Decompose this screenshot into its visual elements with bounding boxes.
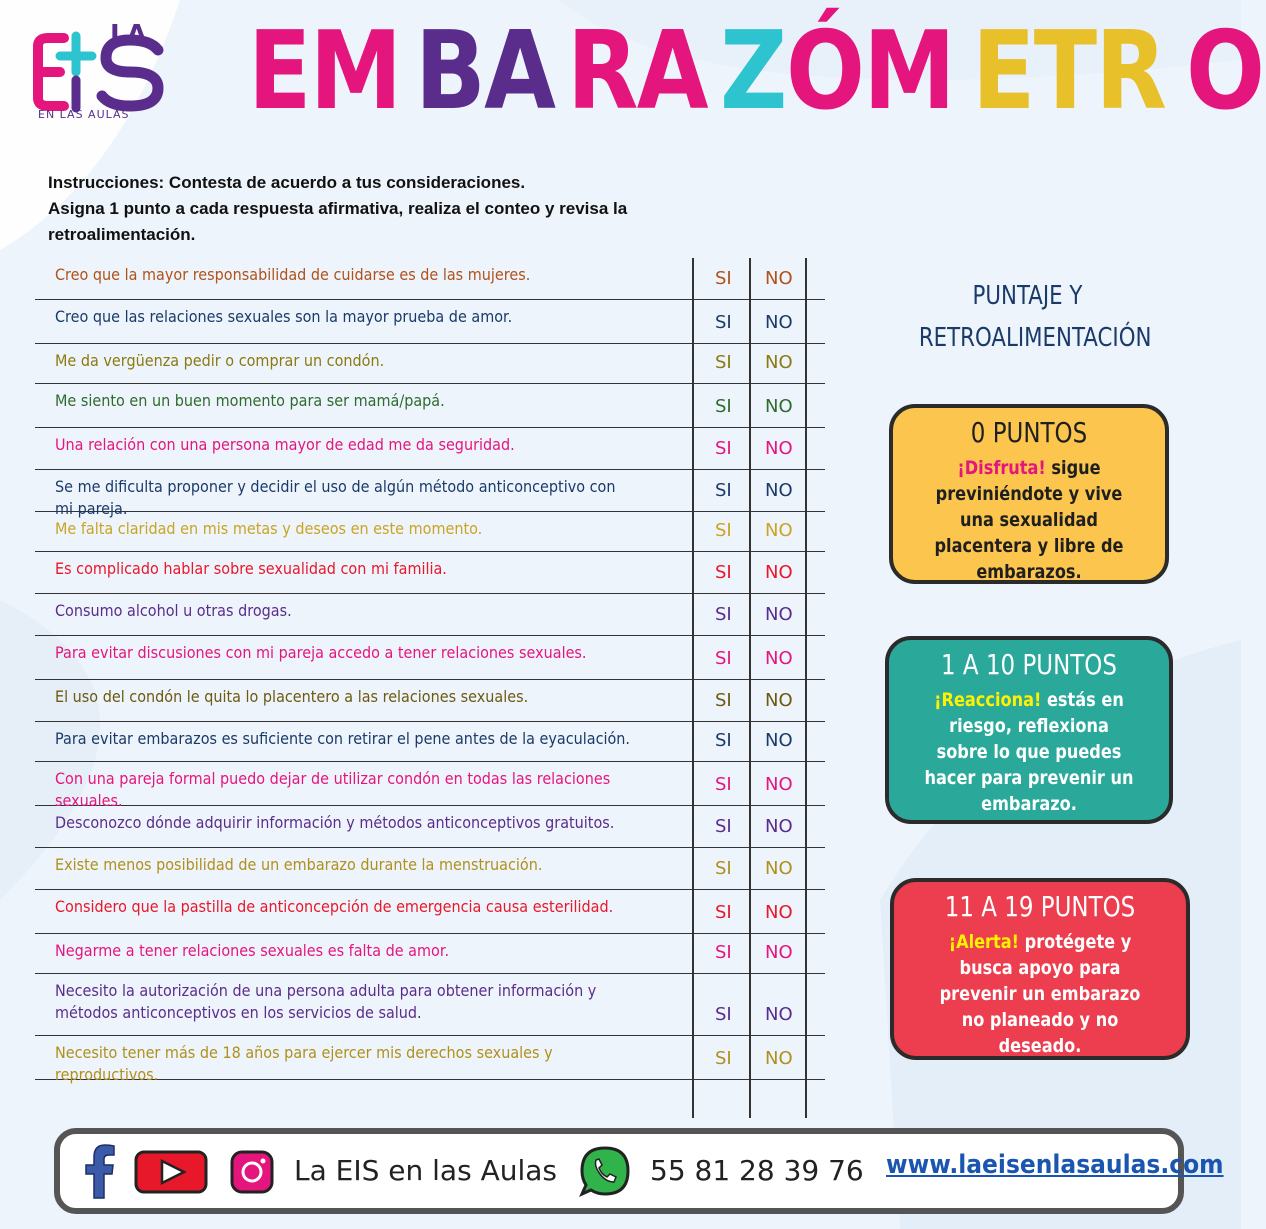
score-card-emphasis: ¡Alerta! [948,931,1020,953]
answer-si[interactable]: SI [715,604,732,625]
answer-no[interactable]: NO [765,480,793,501]
answer-no[interactable]: NO [765,604,793,625]
answer-no[interactable]: NO [765,942,793,963]
score-card-body [925,455,1132,585]
question-text: Me da vergüenza pedir o comprar un condón. [55,351,385,370]
website-link[interactable]: www.laeisenlasaulas.com [886,1150,1224,1180]
social-name: La EIS en las Aulas [294,1154,558,1187]
answer-no[interactable]: NO [765,562,793,583]
facebook-icon[interactable] [84,1144,116,1198]
answer-si[interactable]: SI [715,480,732,501]
question-row [35,806,825,848]
question-row [35,428,825,470]
answer-no[interactable]: NO [765,438,793,459]
eis-logo [30,20,175,128]
score-card-11-19 [890,878,1190,1060]
question-row [35,890,825,934]
answer-no[interactable]: NO [765,648,793,669]
answer-no[interactable]: NO [765,268,793,289]
question-text: Existe menos posibilidad de un embarazo durante la menstruación. [55,855,543,874]
score-card-body [928,929,1152,1059]
question-text: Para evitar discusiones con mi pareja accedo a tener relaciones sexuales. [55,643,587,662]
answer-no[interactable]: NO [765,352,793,373]
score-card-0 [889,404,1169,584]
instagram-icon[interactable] [230,1150,274,1194]
question-text: Negarme a tener relaciones sexuales es falta de amor. [55,941,450,960]
question-text: Necesito tener más de 18 años para ejercer mis derechos sexuales y reproductivos. [55,1043,553,1084]
question-text: Necesito la autorización de una persona adulta para obtener información y métodos anticonceptivos en los servicios de salud. [55,981,597,1022]
answer-si[interactable]: SI [715,1048,732,1069]
score-card-1-10 [885,636,1173,824]
score-title-line-2: RETROALIMENTACIÓN [918,323,1152,353]
question-text: Considero que la pastilla de anticoncepción de emergencia causa esterilidad. [55,897,614,916]
score-card-text: estás en riesgo, reflexiona sobre lo que puedes hacer para prevenir un embarazo. [924,689,1134,815]
table-divider [749,258,751,1118]
score-card-head: 11 A 19 PUNTOS [944,890,1136,923]
question-text: Una relación con una persona mayor de edad me da seguridad. [55,435,515,454]
answer-no[interactable]: NO [765,816,793,837]
answer-si[interactable]: SI [715,774,732,795]
title-segment: Z [719,9,786,134]
answer-no[interactable]: NO [765,312,793,333]
answer-no[interactable]: NO [765,902,793,923]
question-text: Para evitar embarazos es suficiente con retirar el pene antes de la eyaculación. [55,729,631,748]
answer-si[interactable]: SI [715,942,732,963]
answer-no[interactable]: NO [765,690,793,711]
questions-table [35,258,825,1084]
question-row [35,762,825,810]
answer-no[interactable]: NO [765,774,793,795]
question-row [35,552,825,594]
answer-no[interactable]: NO [765,858,793,879]
youtube-icon[interactable] [134,1150,208,1194]
answer-si[interactable]: SI [715,902,732,923]
question-row [35,258,825,300]
title-segment: BA [415,9,555,134]
answer-si[interactable]: SI [715,268,732,289]
instructions-line-2: Asigna 1 punto a cada respuesta afirmativa, realiza el conteo y revisa la retroalimentación. [48,199,628,244]
question-row [35,384,825,428]
title-segment: ÓM [786,9,955,134]
score-card-body [922,687,1136,817]
question-row [35,344,825,384]
score-feedback-title [918,275,1152,359]
answer-no[interactable]: NO [765,730,793,751]
question-text: Me siento en un buen momento para ser mamá/papá. [55,391,445,410]
question-text: Creo que las relaciones sexuales son la mayor prueba de amor. [55,307,513,326]
question-text: Se me dificulta proponer y decidir el uso de algún método anticonceptivo con mi pareja. [55,477,616,518]
phone-number: 55 81 28 39 76 [650,1154,864,1187]
eis-logo-icon [30,32,170,112]
title-segment: ETR [971,9,1165,134]
answer-no[interactable]: NO [765,1048,793,1069]
title-segment: O [1186,9,1264,134]
question-text: Consumo alcohol u otras drogas. [55,601,292,620]
score-card-head: 0 PUNTOS [970,416,1088,449]
question-row [35,594,825,636]
score-card-head: 1 A 10 PUNTOS [941,648,1117,681]
page-title [248,9,1266,134]
answer-si[interactable]: SI [715,562,732,583]
question-row [35,848,825,890]
score-card-emphasis: ¡Disfruta! [957,457,1046,479]
question-row [35,1036,825,1084]
answer-si[interactable]: SI [715,312,732,333]
answer-si[interactable]: SI [715,690,732,711]
answer-si[interactable]: SI [715,520,732,541]
answer-si[interactable]: SI [715,648,732,669]
instructions [48,170,728,248]
title-segment: EM [248,9,401,134]
question-row [35,300,825,344]
question-text: Desconozco dónde adquirir información y métodos anticonceptivos gratuitos. [55,813,615,832]
question-row [35,722,825,762]
instructions-line-1: Instrucciones: Contesta de acuerdo a tus consideraciones. [48,173,526,192]
whatsapp-icon[interactable] [578,1144,632,1198]
score-card-emphasis: ¡Reacciona! [934,689,1042,711]
question-row [35,934,825,974]
question-text: El uso del condón le quita lo placentero a las relaciones sexuales. [55,687,529,706]
answer-si[interactable]: SI [715,352,732,373]
answer-si[interactable]: SI [715,730,732,751]
question-text: Me falta claridad en mis metas y deseos en este momento. [55,519,483,538]
answer-si[interactable]: SI [715,816,732,837]
answer-no[interactable]: NO [765,520,793,541]
question-row [35,636,825,680]
question-row [35,680,825,722]
score-title-line-1: PUNTAJE Y [972,281,1083,311]
question-text: Es complicado hablar sobre sexualidad con mi familia. [55,559,447,578]
answer-si[interactable]: SI [715,396,732,417]
answer-si[interactable]: SI [715,1004,732,1025]
score-card-text: sigue previniéndote y vive una sexualidad placentera y libre de embarazos. [934,457,1124,583]
logo-subtitle: EN LAS AULAS [38,108,130,121]
answer-no[interactable]: NO [765,1004,793,1025]
question-row [35,470,825,518]
score-card-text: protégete y busca apoyo para prevenir un embarazo no planeado y no deseado. [939,931,1141,1057]
question-row [35,974,825,1036]
title-segment: RA [567,9,708,134]
question-text: Con una pareja formal puedo dejar de utilizar condón en todas las relaciones sexuales. [55,769,611,810]
table-divider [805,258,807,1118]
table-divider [692,258,694,1118]
question-text: Creo que la mayor responsabilidad de cuidarse es de las mujeres. [55,265,531,284]
answer-no[interactable]: NO [765,396,793,417]
footer [54,1128,1224,1214]
answer-si[interactable]: SI [715,858,732,879]
question-row [35,512,825,552]
logo-la-text: LA [110,20,147,50]
answer-si[interactable]: SI [715,438,732,459]
